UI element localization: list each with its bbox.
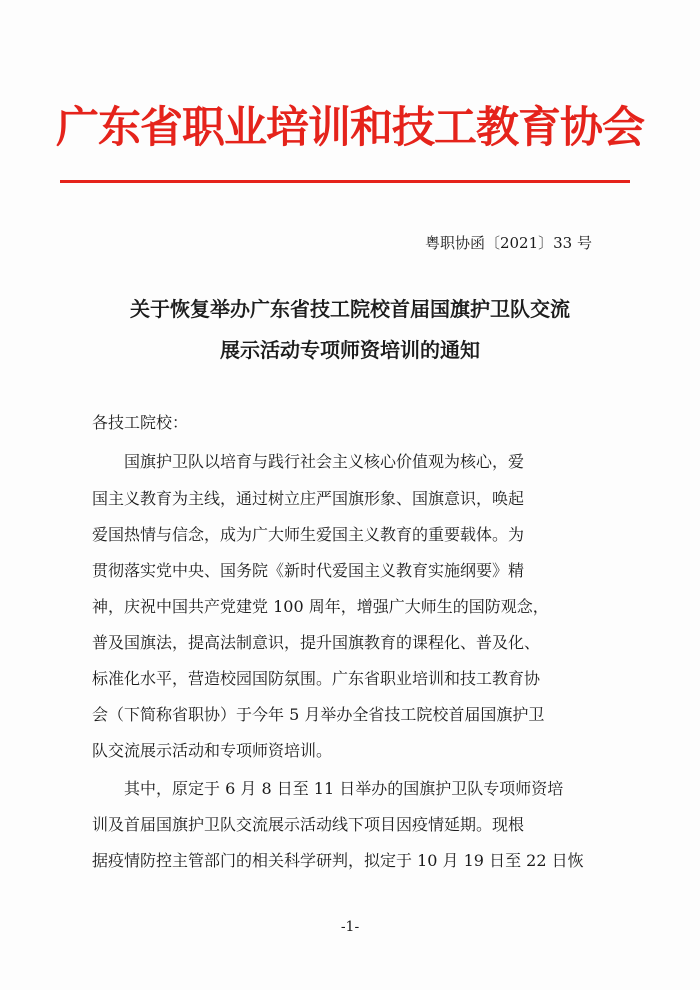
paragraph-1-line-8: 会（下简称省职协）于今年 5 月举办全省技工院校首届国旗护卫 [92,705,545,724]
paragraph-1-line-1: 国旗护卫队以培育与践行社会主义核心价值观为核心，爱 [124,452,525,471]
paragraph-2-line-2: 训及首届国旗护卫队交流展示活动线下项目因疫情延期。现根 [92,815,525,834]
document-title-line-2: 展示活动专项师资培训的通知 [220,338,480,362]
paragraph-1-line-7: 标准化水平，营造校园国防氛围。广东省职业培训和技工教育协 [92,669,541,688]
paragraph-1-line-6: 普及国旗法，提高法制意识，提升国旗教育的课程化、普及化、 [92,633,541,652]
salutation: 各技工院校： [92,413,189,432]
paragraph-1-line-3: 爱国热情与信念，成为广大师生爱国主义教育的重要载体。为 [92,525,525,544]
organization-header: 广东省职业培训和技工教育协会 [56,103,644,153]
paragraph-1-line-5: 神，庆祝中国共产党建党 100 周年，增强广大师生的国防观念， [92,597,549,616]
paragraph-2-line-3: 据疫情防控主管部门的相关科学研判，拟定于 10 月 19 日至 22 日恢 [92,851,584,870]
paragraph-1-line-9: 队交流展示活动和专项师资培训。 [92,741,333,760]
paragraph-1-line-4: 贯彻落实党中央、国务院《新时代爱国主义教育实施纲要》精 [92,561,525,580]
page-number: -1- [340,919,360,935]
paragraph-1-line-2: 国主义教育为主线，通过树立庄严国旗形象、国旗意识，唤起 [92,489,525,508]
document-title-line-1: 关于恢复举办广东省技工院校首届国旗护卫队交流 [130,297,570,321]
paragraph-2-line-1: 其中，原定于 6 月 8 日至 11 日举办的国旗护卫队专项师资培 [124,779,564,798]
red-divider-line [60,180,630,183]
document-number: 粤职协函〔2021〕33 号 [424,234,592,252]
